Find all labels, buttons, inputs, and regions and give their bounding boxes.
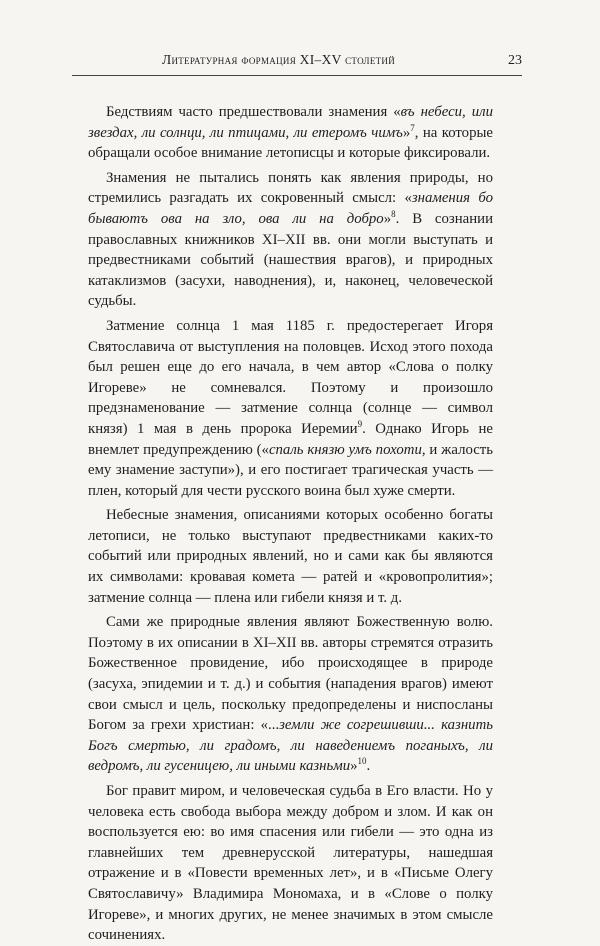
paragraph-1: Бедствиям часто предшествовали знамения «въ небеси, или звездах, ли солнци, ли птицами, ли етеромъ чимъ»$^7$, на которые обращали особое внимание летописцы и которые фиксировали. [88, 104, 493, 162]
page-number: 23 [508, 53, 522, 68]
footnote-ref[interactable]: 9 [357, 418, 363, 429]
paragraph-4: Небесные знамения, описаниями которых особенно богаты летописи, не только выступают предвестниками каких-то событий или природных явлений, но и сами как бы являются их символами: кровавая комета — ратей и «кровопролития»; затмение солнца — плена или гибели князя и т. д. [88, 507, 493, 606]
body-text [88, 102, 493, 946]
quote: спаль князю умъ похоти [268, 441, 422, 458]
running-header [72, 52, 522, 76]
quote: въ небеси, или звездах, ли солнци, ли птицами, ли етеромъ чимъ [88, 104, 493, 141]
paragraph-2: Знамения не пытались понять как явления природы, но стремились разгадать их сокровенный смысл: «знамения бо бываютъ ова на зло, ова ли на добро»$^8$. В сознании православных книжников XI–XII вв. они могли выступать и предвестниками событий (нашествия врагов), и природных катаклизмов (засухи, наводнения), и, наконец, человеческой судьбы. [88, 169, 493, 310]
quote: знамения бо бываютъ ова на зло, ова ли на добро [88, 190, 493, 227]
running-title: Литературная формация XI–XV столетий [162, 52, 396, 67]
quote: земли же согрешивши... казнить Богъ смертью, ли градомъ, ли наведениемъ поганыхъ, ли ведромъ, ли гусеницею, ли иными казньми [88, 717, 493, 775]
footnote-ref[interactable]: 10 [357, 756, 367, 767]
paragraph-3: Затмение солнца 1 мая 1185 г. предостерегает Игоря Святославича от выступления на половцев. Исход этого похода был решен еще до его начала, в чем автор «Слова о полку Игореве» не сомневался. Поэтому и произошло предзнаменование — затмение солнца (солнце — символ князя) 1 мая в день пророка Иеремии$^9$. Однако Игорь не внемлет предупреждению («спаль князю умъ похоти, и жалость ему знамение заступи»), и его постигает трагическая участь — плен, который для чести русского воина был хуже смерти. [88, 317, 494, 499]
footnote-ref[interactable]: 8 [391, 209, 396, 220]
paragraph-5: Сами же природные явления являют Божественную волю. Поэтому в их описании в XI–XII вв. авторы стремятся отразить Божественное провидение, ибо происходящее в природе (засуха, эпидемии и т. д.) и события (нападения врагов) имеют свои смысл и цель, поскольку предопределены и ниспосланы Богом за грехи христиан: «...земли же согрешивши... казнить Богъ смертью, ли градомъ, ли наведениемъ поганыхъ, ли ведромъ, ли гусеницею, ли иными казньми»$^{10}$. [88, 614, 493, 775]
paragraph-6: Бог правит миром, и человеческая судьба в Его власти. Но у человека есть свобода выбора между добром и злом. И как он воспользуется ею: во имя спасения или гибели — это одна из главнейших тем древнерусской литературы, нашедшая отражение и в «Повести временных лет», и в «Письме Олегу Святославичу» Владимира Мономаха, и в «Слове о полку Игореве», и многих других, не менее значимых в этом смысле сочинениях. [88, 783, 493, 944]
footnote-ref[interactable]: 7 [410, 122, 415, 133]
